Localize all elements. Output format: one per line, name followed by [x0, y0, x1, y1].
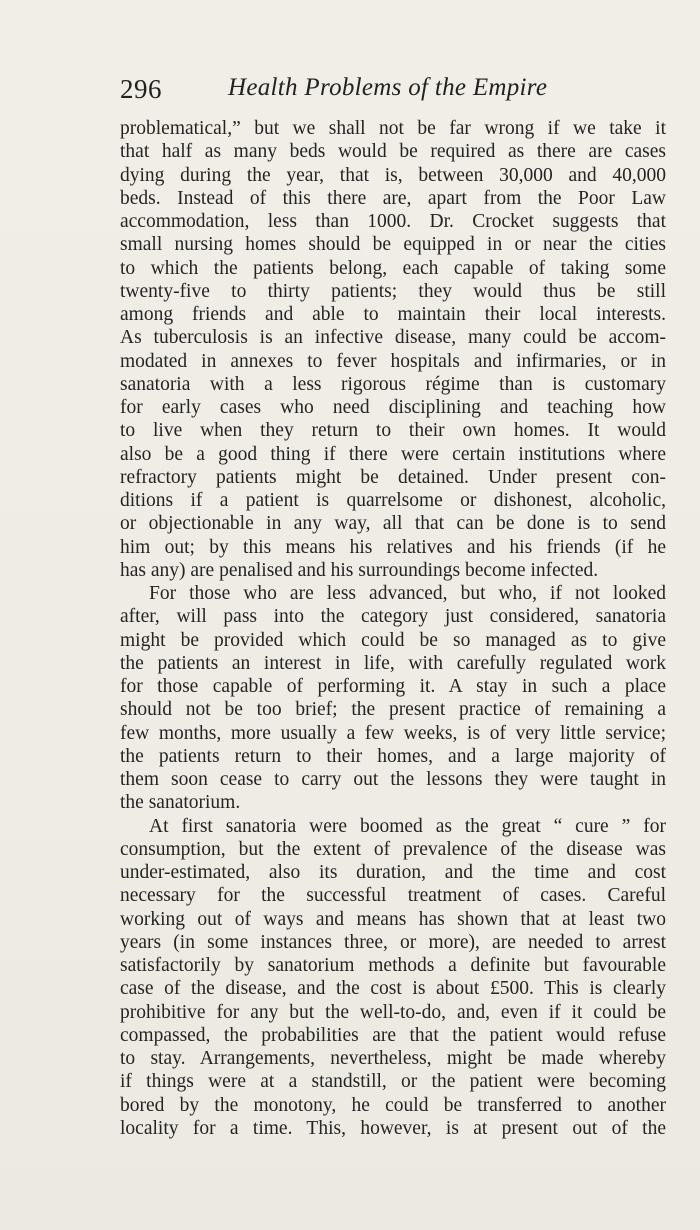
text-line: prohibitive for any but the well-to-do, and, even if it could be	[120, 1001, 666, 1023]
text-line: necessary for the successful treatment of cases. Careful	[120, 885, 666, 907]
text-line: small nursing homes should be equipped in or near the cities	[120, 234, 666, 256]
text-line: also be a good thing if there were certain institutions where	[120, 443, 666, 465]
text-line: modated in annexes to fever hospitals and infirmaries, or in	[120, 350, 666, 372]
page-number: 296	[120, 74, 162, 104]
text-line: them soon cease to carry out the lessons they were taught in	[120, 769, 666, 790]
text-line: to stay. Arrangements, nevertheless, might be made whereby	[120, 1048, 666, 1069]
text-line: problematical,” but we shall not be far wrong if we take it	[120, 118, 666, 139]
page-header	[120, 72, 640, 112]
text-line: for those capable of performing it. A stay in such a place	[120, 676, 666, 697]
text-line: to which the patients belong, each capable of taking some	[120, 257, 666, 279]
running-title: Health Problems of the Empire	[228, 74, 548, 101]
text-line: twenty-five to thirty patients; they would thus be still	[120, 280, 666, 302]
text-line: if things were at a standstill, or the patient were becoming	[120, 1071, 666, 1093]
text-line: accommodation, less than 1000. Dr. Crocket suggests that	[120, 211, 666, 232]
text-line: beds. Instead of this there are, apart from the Poor Law	[120, 187, 666, 209]
text-line: years (in some instances three, or more), are needed to arrest	[120, 931, 666, 953]
paragraph	[120, 582, 666, 815]
text-line: bored by the monotony, he could be transferred to another	[120, 1094, 666, 1116]
text-line: locality for a time. This, however, is at present out of the	[120, 1117, 666, 1139]
text-line: him out; by this means his relatives and his friends (if he	[120, 536, 666, 558]
text-line: consumption, but the extent of prevalence of the disease was	[120, 838, 666, 860]
text-line: for early cases who need disciplining and teaching how	[120, 397, 666, 418]
text-line: satisfactorily by sanatorium methods a definite but favourable	[120, 955, 666, 976]
text-line: As tuberculosis is an infective disease, many could be accom-	[120, 327, 666, 349]
text-line: the sanatorium.	[120, 792, 241, 814]
body-text	[120, 117, 666, 1140]
text-line: ditions if a patient is quarrelsome or dishonest, alcoholic,	[120, 490, 666, 511]
text-line: or objectionable in any way, all that can be done is to send	[120, 513, 666, 535]
text-line: For those who are less advanced, but who, if not looked	[149, 583, 666, 604]
text-line: refractory patients might be detained. Under present con-	[120, 466, 666, 488]
text-line: has any) are penalised and his surroundings become infected.	[120, 559, 599, 581]
text-line: sanatoria with a less rigorous régime than is customary	[120, 373, 666, 395]
text-line: should not be too brief; the present practice of remaining a	[120, 699, 666, 721]
text-line: after, will pass into the category just considered, sanatoria	[120, 606, 666, 628]
text-line: under-estimated, also its duration, and the time and cost	[120, 862, 666, 883]
text-line: At first sanatoria were boomed as the great “ cure ” for	[149, 815, 666, 837]
text-line: might be provided which could be so managed as to give	[120, 629, 666, 651]
text-line: the patients an interest in life, with carefully regulated work	[120, 652, 666, 674]
text-line: that half as many beds would be required as there are cases	[120, 141, 666, 163]
paragraph	[120, 815, 666, 1141]
text-line: working out of ways and means has shown that at least two	[120, 908, 666, 930]
text-line: compassed, the probabilities are that the patient would refuse	[120, 1024, 666, 1046]
text-line: few months, more usually a few weeks, is of very little service;	[120, 722, 666, 744]
text-line: dying during the year, that is, between 30,000 and 40,000	[120, 164, 666, 186]
paragraph	[120, 117, 666, 582]
text-line: among friends and able to maintain their local interests.	[120, 304, 666, 325]
text-line: case of the disease, and the cost is about £500. This is clearly	[120, 978, 666, 1000]
text-line: the patients return to their homes, and a large majority of	[120, 745, 666, 767]
text-line: to live when they return to their own homes. It would	[120, 420, 666, 442]
